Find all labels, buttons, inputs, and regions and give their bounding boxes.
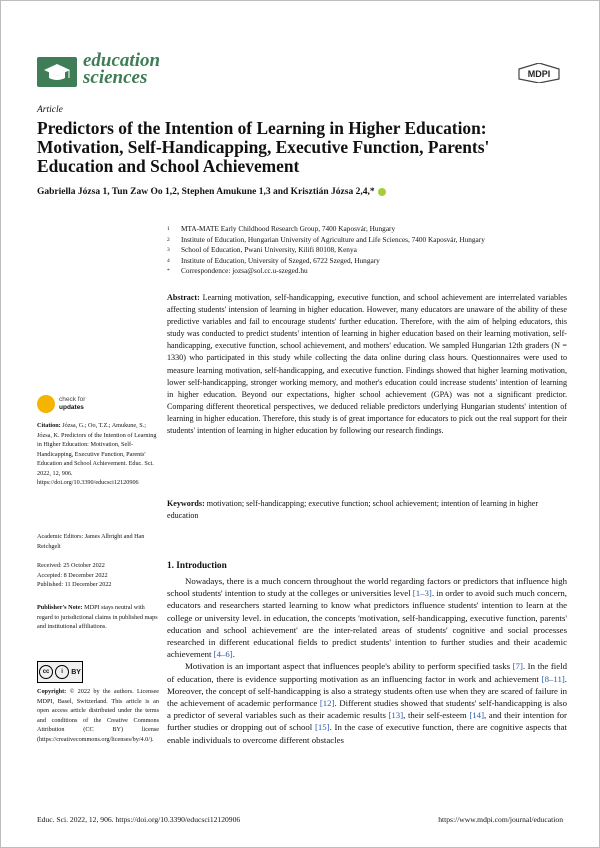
reference-link[interactable]: [1–3] xyxy=(412,588,432,599)
reference-link[interactable]: [7] xyxy=(512,661,523,672)
affiliation-text: Correspondence: jozsa@sol.cc.u-szeged.hu xyxy=(181,266,308,276)
affiliation-number: 2 xyxy=(167,236,170,243)
paragraph-text: , their self-esteem xyxy=(403,710,470,721)
journal-name xyxy=(83,52,160,86)
cc-icon: cc xyxy=(39,665,53,679)
reference-link[interactable]: [13] xyxy=(388,710,404,721)
publisher-note-text: MDPI stays neutral with regard to jurisdictional claims in published maps and institutional affiliations. xyxy=(37,604,158,630)
affiliation-item xyxy=(167,224,567,235)
published-date: Published: 11 December 2022 xyxy=(37,581,112,588)
check-for-updates-badge[interactable] xyxy=(37,395,97,417)
publisher-note-label: Publisher's Note: xyxy=(37,604,83,611)
journal-logo xyxy=(37,57,77,87)
paragraph-text: . In the field of education, there is evidence supporting motivation as an influencing factor in work and achievement xyxy=(167,661,567,684)
citation-text: Józsa, G.; Oo, T.Z.; Amukune, S.; Józsa, K. Predictors of the Intention of Learning in Higher Education: Motivation, Self-Handicapping, Executive Function, Parents' Education and School Achievement. Educ. Sci. 2022, 12, 906. https://doi.org/10.3390/educsci12120906 xyxy=(37,422,157,486)
article-type: Article xyxy=(37,105,63,115)
copyright-block xyxy=(37,687,159,744)
graduation-cap-icon xyxy=(37,57,77,87)
paragraph xyxy=(167,660,567,745)
keywords xyxy=(167,498,567,522)
cc-by-label: BY xyxy=(71,668,81,676)
paragraph-text: Motivation is an important aspect that influences people's ability to perform specified tasks xyxy=(185,661,513,672)
reference-link[interactable]: [4–6] xyxy=(213,649,233,660)
affiliation-number: 4 xyxy=(167,257,170,264)
affiliation-number: 3 xyxy=(167,247,170,254)
paragraph xyxy=(167,575,567,660)
keywords-text: motivation; self-handicapping; executive function; school achievement; intention of learning in higher education xyxy=(167,499,539,521)
affiliation-text: Institute of Education, Hungarian University of Agriculture and Life Sciences, 7400 Kaposvár, Hungary xyxy=(181,234,485,244)
copyright-text: © 2022 by the authors. Licensee MDPI, Basel, Switzerland. This article is an open access article distributed under the terms and conditions of the Creative Commons Attribution (CC BY) license (https://creativecommons.org/licenses/by/4.0/). xyxy=(37,688,159,743)
journal-header xyxy=(37,50,563,93)
paragraph-text: . In the case of executive function, there are cognitive aspects that enable individuals to overcome different obstacles xyxy=(167,722,567,745)
updates-line2: updates xyxy=(59,404,84,411)
citation-block xyxy=(37,421,159,488)
footer-citation: Educ. Sci. 2022, 12, 906. https://doi.org/10.3390/educsci12120906 xyxy=(37,815,241,824)
academic-editors: Academic Editors: James Albright and Han Reichgelt xyxy=(37,533,145,550)
affiliation-item xyxy=(167,256,567,267)
affiliation-text: Institute of Education, University of Szeged, 6722 Szeged, Hungary xyxy=(181,255,380,265)
journal-name-line2: sciences xyxy=(83,67,148,88)
paragraph-text: Nowadays, there is a much concern throughout the world regarding factors or predictors that influence high school students' intention to study at the colleges or universities level xyxy=(167,576,567,599)
dates-block xyxy=(37,561,159,590)
publisher-note xyxy=(37,603,159,632)
affiliation-item xyxy=(167,245,567,256)
article-title: Predictors of the Intention of Learning in Higher Education: Motivation, Self-Handicapping, Executive Function, Parents' Education and School Achievement xyxy=(37,118,490,176)
authors-text: Gabriella Józsa 1, Tun Zaw Oo 1,2, Stephen Amukune 1,3 and Krisztián Józsa 2,4,* xyxy=(37,187,375,197)
mdpi-logo xyxy=(517,63,561,83)
reference-link[interactable]: [14] xyxy=(469,710,484,721)
abstract-label: Abstract: xyxy=(167,293,200,302)
reference-link[interactable]: [15] xyxy=(314,722,330,733)
journal-name-line1: education xyxy=(83,50,161,71)
introduction-body xyxy=(167,575,567,746)
affiliation-number: * xyxy=(167,268,170,275)
citation-label: Citation: xyxy=(37,422,61,429)
reference-link[interactable]: [8–11] xyxy=(541,673,565,684)
paragraph-text: . xyxy=(232,649,235,660)
paragraph-text: . Different studies showed that students' self-handicapping is also a predictor of several variables such as their academic results xyxy=(167,698,568,721)
abstract-text: Learning motivation, self-handicapping, executive function, and school achievement are interrelated variables affecting students' intension of learning in higher education. However, many educators are unaware of the ability of these predictive variables and fail to encourage students' further education. Therefore, with the aim of helping educators, this study was conducted to predict students' intention of learning in higher education based on their learning motivation, self-handicapping, executive function, school achievement, and mothers' education. We sampled Hungarian 12th graders (N = 1330) who participated in this study while collecting the data online during class hours. Questionnaires were used to measure learning motivation, self-handicapping, and executive function. Findings showed that higher learning motivation, lower self-handicapping, stronger working memory, and mother's education could increase students' intention of learning in higher education. Beyond our expectations, higher school achievement (GPA) was not a significant predictor. Comparing different theoretical perspectives, we deduced reliable predictors underlying Hungarian students' intention of learning in higher education. Therefore, this study is of great importance for educators to pick out the real support for their students' intention of learning in higher education by following our research findings. xyxy=(167,293,567,436)
affiliation-item xyxy=(167,235,567,246)
author-list xyxy=(37,187,577,197)
check-updates-icon xyxy=(37,395,55,413)
orcid-icon[interactable] xyxy=(378,188,386,196)
keywords-label: Keywords: xyxy=(167,499,205,508)
section-heading: 1. Introduction xyxy=(167,561,227,571)
affiliation-number: 1 xyxy=(167,226,170,232)
affiliation-item xyxy=(167,266,567,277)
affiliation-text: MTA-MATE Early Childhood Research Group, 7400 Kaposvár, Hungary xyxy=(181,224,396,233)
accepted-date: Accepted: 8 December 2022 xyxy=(37,571,108,579)
affiliation-text: School of Education, Pwani University, Kilifi 80108, Kenya xyxy=(181,245,357,255)
reference-link[interactable]: [12] xyxy=(319,698,335,709)
affiliations xyxy=(167,224,567,277)
abstract xyxy=(167,292,567,437)
received-date: Received: 25 October 2022 xyxy=(37,562,105,569)
updates-line1: check for xyxy=(59,396,86,403)
paragraph-text: . Moreover, the concept of self-handicapping is also a strategy students often use when they are scared of failure in the achievement of academic performance xyxy=(167,673,567,709)
footer-journal-link[interactable]: https://www.mdpi.com/journal/education xyxy=(438,815,563,824)
publisher-name: MDPI xyxy=(527,69,551,79)
paragraph-text: , and their intention for further studies or dropping out of school xyxy=(167,710,567,733)
cc-by-license-badge[interactable] xyxy=(37,661,83,683)
copyright-label: Copyright: xyxy=(37,688,67,695)
attribution-icon: i xyxy=(55,665,69,679)
paragraph-text: . in order to avoid such much concern, educators and researchers started learning to know what predictors influence students' intention to learn at the college or university level. in education, the concepts 'motivation, self-handicapping, executive function, parents' education and school achievement' are the inter-related areas of students' cognitive and social processes researched in different educational fields to predict students' intention to further studies and their academic achievement xyxy=(167,588,568,660)
